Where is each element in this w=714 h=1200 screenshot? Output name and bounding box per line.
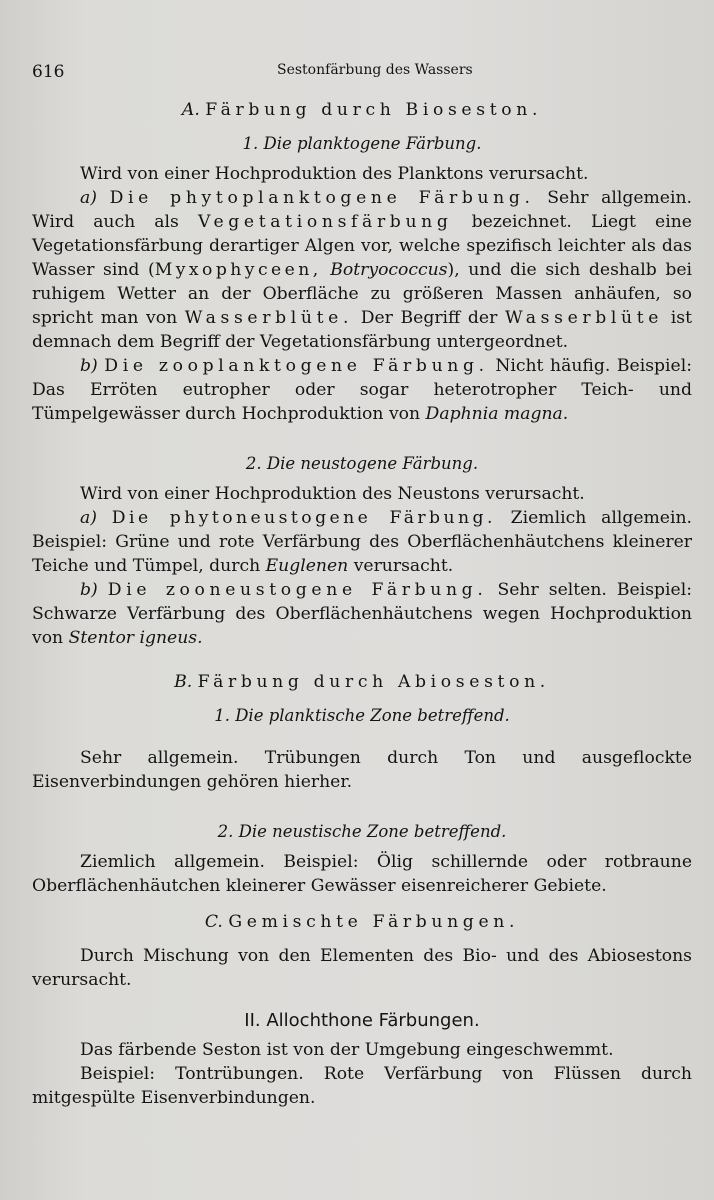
section-a-heading [32, 98, 692, 132]
term-zooneustogene: Die zooneustogene Färbung. [107, 580, 488, 600]
text: ), und die sich deshalb bei ruhigem Wetter an der Oberfläche zu größeren Massen anhäufen, so spricht man von [32, 260, 693, 328]
subsection-a2-heading: 2. Die neustogene Färbung. [245, 454, 479, 473]
term-vegetationsfaerbung: Vegetationsfärbung [197, 212, 453, 232]
paragraph-a1-a [32, 186, 692, 354]
term-euglenen: Euglenen [265, 556, 349, 576]
paragraph-a2-b [32, 578, 692, 650]
text: Der Begriff der [360, 308, 498, 328]
subsection-b1-heading: 1. Die planktische Zone betreffend. [214, 706, 510, 725]
text: verursacht. [353, 556, 454, 576]
item-label: b) [80, 580, 98, 600]
text: Sehr selten. Beispiel: Schwarze Verfärbung des Oberflächenhäutchens wegen Hochproduktion von [32, 580, 692, 648]
term-wasserbluete: Wasserblüte. [184, 308, 354, 328]
page-number: 616 [32, 62, 65, 82]
item-label: a) [80, 508, 97, 528]
subsection-a1-heading: 1. Die planktogene Färbung. [242, 134, 482, 153]
paragraph-a1-intro: Wird von einer Hochproduktion des Planktons verursacht. [80, 164, 589, 184]
text: ist demnach dem Begriff der Vegetationsfärbung untergeordnet. [32, 308, 692, 352]
paragraph-c: Durch Mischung von den Elementen des Bio- und des Abiosestons verursacht. [32, 946, 692, 990]
paragraph-b1: Sehr allgemein. Trübungen durch Ton und ausgeflockte Eisenverbindungen gehören hierher. [32, 748, 692, 792]
section-ii-heading: II. Allochthone Färbungen. [244, 1010, 480, 1031]
page-header [32, 62, 674, 84]
text: bezeichnet. Liegt eine Vegetationsfärbung derartiger Algen vor, welche spezifisch leichter als das Wasser sind ( [32, 212, 692, 280]
page-body [32, 98, 692, 1110]
section-c-heading [32, 910, 692, 944]
paragraph-a2-intro: Wird von einer Hochproduktion des Neustons verursacht. [80, 484, 585, 504]
section-a-letter: A. [181, 100, 200, 120]
paragraph-ii-2: Beispiel: Tontrübungen. Rote Verfärbung von Flüssen durch mitgespülte Eisenverbindungen. [32, 1064, 692, 1108]
term-stentor: Stentor igneus. [68, 628, 203, 648]
section-b-title: Färbung durch Abioseston. [197, 672, 550, 692]
section-c-letter: C. [204, 912, 223, 932]
section-a-title: Färbung durch Bioseston. [205, 100, 543, 120]
paragraph-b2: Ziemlich allgemein. Beispiel: Ölig schillernde oder rotbraune Oberflächenhäutchen kleinerer Gewässer eisenreicherer Gebiete. [32, 852, 692, 896]
term-botryococcus: Botryococcus [330, 260, 448, 280]
paragraph-ii-1: Das färbende Seston ist von der Umgebung eingeschwemmt. [80, 1040, 614, 1060]
section-c-title: Gemischte Färbungen. [228, 912, 520, 932]
subsection-b2-heading: 2. Die neustische Zone betreffend. [217, 822, 507, 841]
text: Sehr allgemein. Wird auch als [32, 188, 693, 232]
text: Nicht häufig. Beispiel: Das Erröten eutropher oder sogar heterotropher Teich- und Tümpelgewässer durch Hochproduktion von [32, 356, 692, 424]
term-phytoneustogene: Die phytoneustogene Färbung. [111, 508, 496, 528]
term-phytoplanktogene: Die phytoplanktogene Färbung. [109, 188, 535, 208]
term-daphnia: Daphnia magna. [425, 404, 569, 424]
term-myxophyceen: Myxophyceen, [154, 260, 322, 280]
item-label: b) [80, 356, 98, 376]
term-zooplanktogene: Die zooplanktogene Färbung. [104, 356, 489, 376]
text: Ziemlich allgemein. Beispiel: Grüne und rote Verfärbung des Oberflächenhäutchens kleinerer Teiche und Tümpel, durch [32, 508, 692, 576]
section-b-letter: B. [174, 672, 193, 692]
running-head: Sestonfärbung des Wassers [277, 62, 473, 78]
section-b-heading [32, 670, 692, 704]
paragraph-a1-b [32, 354, 692, 426]
item-label: a) [80, 188, 97, 208]
term-wasserbluete-2: Wasserblüte [504, 308, 664, 328]
paragraph-a2-a [32, 506, 692, 578]
